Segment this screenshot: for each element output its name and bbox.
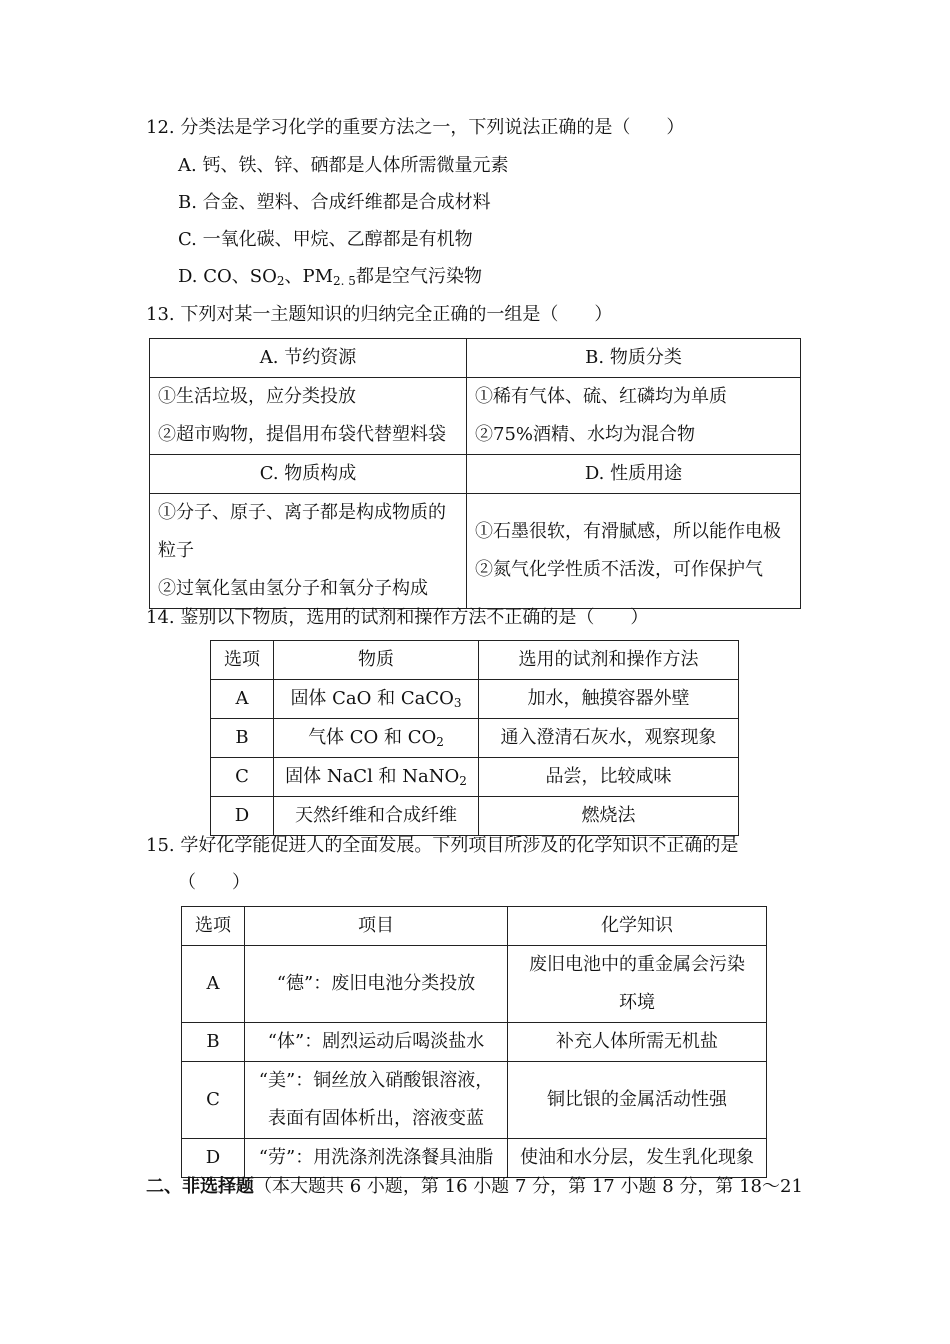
q15-option: B	[182, 1023, 245, 1062]
q15-item: “劳”：用洗涤剂洗涤餐具油脂	[245, 1139, 508, 1178]
q15-header-knowledge: 化学知识	[508, 907, 767, 946]
q14-header-method: 选用的试剂和操作方法	[479, 641, 739, 680]
q15-option: A	[182, 946, 245, 1023]
q15-knowledge: 废旧电池中的重金属会污染 环境	[508, 946, 767, 1023]
q14-stem: 14. 鉴别以下物质，选用的试剂和操作方法不正确的是（ ）	[146, 607, 649, 628]
q13-stem: 13. 下列对某一主题知识的归纳完全正确的一组是（ ）	[146, 304, 613, 325]
q13-cell-b: ①稀有气体、硫、红磷均为单质 ②75%酒精、水均为混合物	[467, 378, 801, 455]
q13-table	[149, 338, 801, 609]
table-row	[211, 680, 739, 719]
table-row	[182, 1023, 767, 1062]
q14-method: 通入澄清石灰水，观察现象	[479, 719, 739, 758]
table-row	[211, 758, 739, 797]
q15-knowledge: 使油和水分层，发生乳化现象	[508, 1139, 767, 1178]
q15-table	[181, 906, 767, 1178]
q14-table	[210, 640, 739, 836]
q15-item: “体”：剧烈运动后喝淡盐水	[245, 1023, 508, 1062]
q15-option: C	[182, 1062, 245, 1139]
q15-header-option: 选项	[182, 907, 245, 946]
q12-stem: 12. 分类法是学习化学的重要方法之一，下列说法正确的是（ ）	[146, 117, 685, 138]
q15-knowledge: 铜比银的金属活动性强	[508, 1062, 767, 1139]
q13-cell-c: ①分子、原子、离子都是构成物质的 粒子 ②过氧化氢由氢分子和氧分子构成	[150, 494, 467, 609]
q14-header-substance: 物质	[274, 641, 479, 680]
q15-item: “德”：废旧电池分类投放	[245, 946, 508, 1023]
q13-cell-a: ①生活垃圾，应分类投放 ②超市购物，提倡用布袋代替塑料袋	[150, 378, 467, 455]
q12-option-d: D. CO、$SO_2$、$PM_{2. 5}$都是空气污染物	[178, 266, 482, 288]
q13-header-c: C. 物质构成	[150, 455, 467, 494]
table-row	[182, 946, 767, 1023]
q13-header-b: B. 物质分类	[467, 339, 801, 378]
q13-header-d: D. 性质用途	[467, 455, 801, 494]
q14-substance: 固体 CaO 和 CaCO$_3$	[274, 680, 479, 719]
q15-header-item: 项目	[245, 907, 508, 946]
q14-option: C	[211, 758, 274, 797]
q12-option-c: C. 一氧化碳、甲烷、乙醇都是有机物	[178, 229, 473, 250]
q15-knowledge: 补充人体所需无机盐	[508, 1023, 767, 1062]
table-row	[211, 719, 739, 758]
q13-header-a: A. 节约资源	[150, 339, 467, 378]
q14-header-option: 选项	[211, 641, 274, 680]
q14-method: 燃烧法	[479, 797, 739, 836]
table-row	[182, 1139, 767, 1178]
q14-substance: 固体 NaCl 和 NaNO$_2$	[274, 758, 479, 797]
q15-stem-bracket: （ ）	[178, 872, 250, 893]
q12-option-b: B. 合金、塑料、合成纤维都是合成材料	[178, 192, 491, 213]
q14-method: 加水，触摸容器外壁	[479, 680, 739, 719]
q14-method: 品尝，比较咸味	[479, 758, 739, 797]
q12-option-a: A. 钙、铁、锌、硒都是人体所需微量元素	[178, 155, 509, 176]
q15-item: “美”：铜丝放入硝酸银溶液， 表面有固体析出，溶液变蓝	[245, 1062, 508, 1139]
table-row	[211, 797, 739, 836]
q14-option: B	[211, 719, 274, 758]
q14-option: D	[211, 797, 274, 836]
table-row	[182, 1062, 767, 1139]
q14-substance: 天然纤维和合成纤维	[274, 797, 479, 836]
q14-option: A	[211, 680, 274, 719]
q14-substance: 气体 CO 和 $CO_2$	[274, 719, 479, 758]
q13-cell-d: ①石墨很软，有滑腻感，所以能作电极 ②氮气化学性质不活泼，可作保护气	[467, 494, 801, 609]
q15-option: D	[182, 1139, 245, 1178]
q15-stem: 15. 学好化学能促进人的全面发展。下列项目所涉及的化学知识不正确的是	[146, 835, 739, 856]
section-heading: 二、非选择题（本大题共 6 小题，第 16 小题 7 分，第 17 小题 8 分，第 18～21	[146, 1176, 803, 1197]
